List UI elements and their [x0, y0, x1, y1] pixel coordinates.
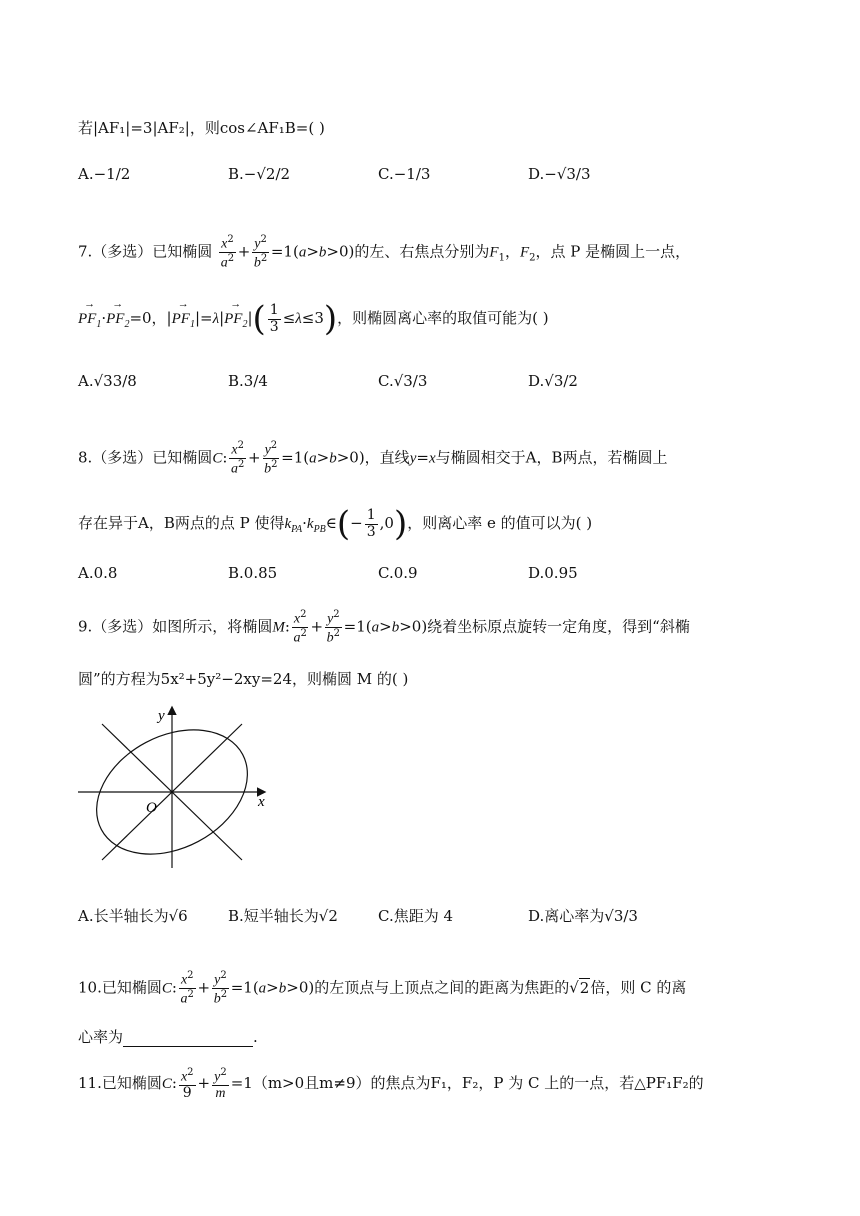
q8-option-c-text: C.0.9: [378, 564, 418, 582]
q6-stem-text: 若|AF₁|=3|AF₂|，则cos∠AF₁B=( ): [78, 119, 325, 137]
q6-option-c-text: C.−1/3: [378, 165, 431, 183]
q9-option-b-text: B.短半轴长为√2: [228, 907, 338, 925]
q8-line-1: 8.（多选）已知椭圆C: $\frac{x^2}{a^2}$ + $\frac{y^2}{b^2}$ =1(a>b>0)，直线y=x与椭圆相交于A，B两点，若椭圆上: [78, 440, 668, 477]
q8-option-d-text: D.0.95: [528, 564, 578, 582]
q7-line-1: 7.（多选）已知椭圆 $\frac{x^2}{a^2}$ + $\frac{y^2}{b^2}$ =1(a>b>0)的左、右焦点分别为$F_1$，$F_2$，点 P 是椭圆上一点，: [78, 234, 691, 271]
q10-text-3: 心率为: [78, 1028, 124, 1046]
q8-line-2: 存在异于A，B两点的点 P 使得$k_{PA}\cdot k_{PB}\in(-$ $\frac{1}{3}$ ,0)，则离心率 e 的值可以为( ): [78, 504, 593, 544]
q9-text-2: 圆”的方程为5x²+5y²−2xy=24，则椭圆 M 的( ): [78, 670, 409, 688]
q10-text-2: 倍，则 C 的离: [590, 978, 687, 997]
q9-number: 9.（多选）如图所示，将椭圆: [78, 617, 273, 636]
q8-text-4: ，则离心率 e 的值可以为( ): [407, 514, 593, 532]
q6-option-b: [228, 165, 290, 183]
q6-option-b-text: B.−√2/2: [228, 165, 291, 183]
q6-option-d-text: D.−√3/3: [528, 165, 591, 183]
q10-line-1: 10.已知椭圆C: $\frac{x^2}{a^2}$ + $\frac{y^2}{b^2}$ =1(a>b>0)的左顶点与上顶点之间的距离为焦距的√2倍，则 C 的离: [78, 970, 687, 1007]
q9-option-a-text: A.长半轴长为√6: [78, 907, 188, 925]
q7-option-c-text: C.√3/3: [378, 372, 428, 390]
q8-option-a-text: A.0.8: [78, 564, 118, 582]
q7-text-2: ，点 P 是椭圆上一点，: [535, 242, 691, 261]
q9-line-2: [78, 668, 408, 689]
q9-ellipse-figure: [72, 700, 282, 880]
q8-option-c: [378, 564, 418, 582]
q6-option-c: [378, 165, 430, 183]
q10-line-2: [78, 1026, 258, 1047]
q8-option-b: [228, 564, 277, 582]
q8-option-a: [78, 564, 117, 582]
q7-text-3: ，则椭圆离心率的取值可能为( ): [337, 309, 549, 327]
q7-option-a: [78, 372, 137, 390]
q8-text-3: 存在异于A，B两点的点 P 使得: [78, 514, 285, 532]
q7-line-2: → $PF_1\cdot\to PF_2=0$，|→ $PF_1|=\lambda|\to PF_2|$( $\frac{1}{3}$ ≤λ≤3)，则椭圆离心率的取值可能为( ): [78, 302, 549, 336]
q6-stem: [78, 117, 325, 138]
q9-option-a: [78, 905, 188, 926]
q10-text-4: .: [253, 1028, 258, 1046]
q9-option-d-text: D.离心率为√3/3: [528, 907, 638, 925]
q7-option-c: [378, 372, 427, 390]
q7-option-d: [528, 372, 578, 390]
q7-text-1: 的左、右焦点分别为: [354, 242, 490, 261]
q8-option-b-text: B.0.85: [228, 564, 278, 582]
q7-frac-y: $\frac{y^2}{b^2}$: [253, 234, 268, 271]
q6-option-a: [78, 165, 130, 183]
q7-option-b-text: B.3/4: [228, 372, 268, 390]
q7-frac-x: $\frac{x^2}{a^2}$: [220, 234, 235, 271]
q9-option-c: [378, 905, 453, 926]
q7-option-d-text: D.√3/2: [528, 372, 578, 390]
y-axis-label: y: [158, 708, 165, 724]
q9-line-1: 9.（多选）如图所示，将椭圆M: $\frac{x^2}{a^2}$ + $\frac{y^2}{b^2}$ =1(a>b>0)绕着坐标原点旋转一定角度，得到“斜椭: [78, 609, 690, 646]
q8-text-2: 与椭圆相交于A，B两点，若椭圆上: [435, 448, 668, 467]
q9-option-d: [528, 905, 638, 926]
q10-text-1: 的左顶点与上顶点之间的距离为焦距的: [314, 978, 570, 997]
q11-line-1: 11.已知椭圆C: $\frac{x^2}{9}$ + $\frac{y^2}{m}$ =1（m>0且m≠9）的焦点为F₁，F₂，P 为 C 上的一点，若△PF₁F₂的: [78, 1067, 704, 1102]
q10-number: 10.已知椭圆: [78, 978, 162, 997]
q9-option-b: [228, 905, 338, 926]
q6-option-d: [528, 165, 591, 183]
q10-answer-blank[interactable]: [123, 1032, 253, 1047]
q9-text-1: 绕着坐标原点旋转一定角度，得到“斜椭: [427, 617, 690, 636]
q8-option-d: [528, 564, 578, 582]
q11-text-1: （m>0且m≠9）的焦点为F₁，F₂，P 为 C 上的一点，若△PF₁F₂的: [252, 1074, 704, 1093]
q8-number: 8.（多选）已知椭圆: [78, 448, 213, 467]
q6-option-a-text: A.−1/2: [78, 165, 131, 183]
q7-option-b: [228, 372, 268, 390]
q9-option-c-text: C.焦距为 4: [378, 907, 454, 925]
x-axis-label: x: [258, 794, 265, 810]
q7-option-a-text: A.√33/8: [78, 372, 137, 390]
q8-text-1: ，直线: [364, 448, 410, 467]
origin-label: O: [146, 800, 157, 816]
q11-number: 11.已知椭圆: [78, 1074, 162, 1093]
q7-number: 7.（多选）已知椭圆: [78, 242, 213, 261]
